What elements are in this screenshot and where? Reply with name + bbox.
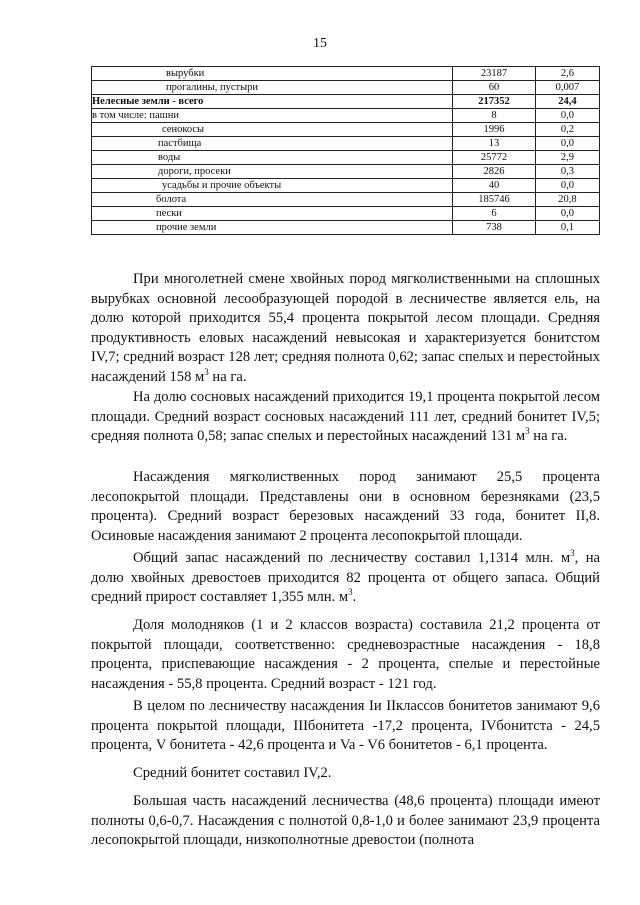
page-number: 15 <box>313 36 327 51</box>
cell-category: болота <box>92 193 453 207</box>
table-row <box>92 81 600 95</box>
cell-percent: 0,0 <box>535 109 599 123</box>
cell-percent: 2,9 <box>535 151 599 165</box>
table-row <box>92 193 600 207</box>
table-row <box>92 67 600 81</box>
cell-area: 23187 <box>453 67 536 81</box>
paragraph-bonitet-classes: В целом по лесничеству насаждения Iи IIклассов бонитетов занимают 9,6 процента покрытой площади, IIIбонитета -17,2 процента, IVбонитста - 24,5 процента, V бонитета - 42,6 процента и Va - V6 бонитетов - 6,1 процента. <box>91 698 600 754</box>
paragraph-age-classes: Доля молодняков (1 и 2 классов возраста) составила 21,2 процента от покрытой площади, соответственно: средневозрастные насаждения - 18,8 процента, приспевающие насаждения - 2 процента, спелые и перестойные насаждения - 55,8 процента. Средний возраст - 121 год. <box>91 617 600 692</box>
cell-area: 2826 <box>453 165 536 179</box>
cell-category: пески <box>92 207 453 221</box>
table-row <box>92 207 600 221</box>
cell-area: 738 <box>453 221 536 235</box>
cell-percent: 0,0 <box>535 207 599 221</box>
table-row <box>92 123 600 137</box>
cell-percent: 0,007 <box>535 81 599 95</box>
cell-percent: 20,8 <box>535 193 599 207</box>
cell-category: прочие земли <box>92 221 453 235</box>
cell-percent: 24,4 <box>535 95 599 109</box>
cell-area: 8 <box>453 109 536 123</box>
cell-percent: 2,6 <box>535 67 599 81</box>
cell-category: прогалины, пустыри <box>92 81 453 95</box>
cell-area: 25772 <box>453 151 536 165</box>
paragraph-average-bonitet: Средний бонитет составил IV,2. <box>133 765 332 781</box>
table-row <box>92 221 600 235</box>
cell-percent: 0,2 <box>535 123 599 137</box>
table-row <box>92 179 600 193</box>
cell-category: усадьбы и прочие объекты <box>92 179 453 193</box>
paragraph-density: Большая часть насаждений лесничества (48,6 процента) площади имеют полноты 0,6-0,7. Насаждения с полнотой 0,8-1,0 и более занимают 23,9 процента лесопокрытой площади, низкополнотные древостои (полнота <box>91 793 600 849</box>
table-row <box>92 165 600 179</box>
cell-category: сенокосы <box>92 123 453 137</box>
paragraph-total-stock: Общий запас насаждений по лесничеству составил 1,1314 млн. $м^3$, на долю хвойных древостоев приходится 82 процента от общего запаса. Общий средний прирост составляет 1,355 млн. $м^3$. <box>91 548 600 606</box>
table-row <box>92 109 600 123</box>
cell-category: вырубки <box>92 67 453 81</box>
cell-percent: 0,0 <box>535 137 599 151</box>
cell-area: 1996 <box>453 123 536 137</box>
cell-area: 13 <box>453 137 536 151</box>
paragraph-softwood: Насаждения мягколиственных пород занимают 25,5 процента лесопокрытой площади. Представлены они в основном березняками (23,5 процента). Средний возраст березовых насаждений 33 года, бонитет II,8. Осиновые насаждения занимают 2 процента лесопокрытой площади. <box>91 469 600 544</box>
cell-area: 185746 <box>453 193 536 207</box>
paragraph-pine: На долю сосновых насаждений приходится 19,1 процента покрытой лесом площади. Средний возраст сосновых насаждений 111 лет, средний бонитет IV,5; средняя полнота 0,58; запас спелых и перестойных насаждений 131 $м^3$ на га. <box>91 389 600 445</box>
land-category-table <box>91 66 600 235</box>
cell-percent: 0,0 <box>535 179 599 193</box>
cell-area: 6 <box>453 207 536 221</box>
cell-area: 60 <box>453 81 536 95</box>
table-row <box>92 137 600 151</box>
cell-category: дороги, просеки <box>92 165 453 179</box>
table-row <box>92 95 600 109</box>
paragraph-spruce: При многолетней смене хвойных пород мягколиственными на сплошных вырубках основной лесообразующей породой в лесничестве является ель, на долю которой приходится 55,4 процента покрытой лесом площади. Средняя продуктивность еловых насаждений невысокая и характеризуется бонитстом IV,7; средний возраст 128 лет; средняя полнота 0,62; запас спелых и перестойных насаждений 158 $м^3$ на га. <box>91 271 600 385</box>
cell-percent: 0,3 <box>535 165 599 179</box>
cell-category: Нелесные земли - всего <box>92 95 453 109</box>
cell-category: воды <box>92 151 453 165</box>
cell-category: в том числе: пашни <box>92 109 453 123</box>
cell-percent: 0,1 <box>535 221 599 235</box>
cell-area: 40 <box>453 179 536 193</box>
cell-area: 217352 <box>453 95 536 109</box>
table-row <box>92 151 600 165</box>
cell-category: пастбища <box>92 137 453 151</box>
